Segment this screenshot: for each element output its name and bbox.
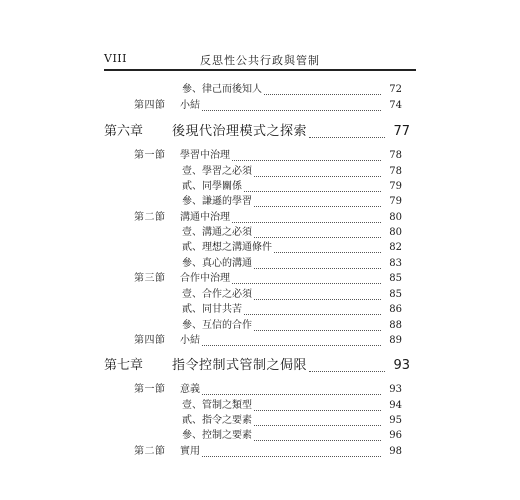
toc-row[interactable] [0,179,520,195]
entry-title: 貳、理想之溝通條件 [182,242,272,253]
entry-title: 參、控制之要素 [182,430,252,441]
dot-leader [254,256,381,269]
dot-leader [202,444,381,457]
dot-leader [254,318,381,331]
toc-row[interactable] [0,333,520,349]
section-number: 第四節 [134,335,166,346]
toc-row[interactable] [0,318,520,334]
toc-row[interactable] [0,271,520,287]
entry-title: 實用 [180,446,200,457]
dot-leader [202,98,381,111]
section-number: 第一節 [134,384,166,395]
dot-leader [254,428,381,441]
dot-leader [254,225,381,238]
dot-leader [244,179,381,192]
dot-leader [232,148,381,161]
dot-leader [254,164,381,177]
entry-title: 貳、同學關係 [182,181,242,192]
entry-title: 壹、溝通之必須 [182,227,252,238]
page-ref: 72 [389,84,402,95]
entry-title: 參、謙遜的學習 [182,196,252,207]
page-ref: 78 [389,166,402,177]
chapter-title: 指令控制式管制之侷限 [172,358,308,373]
section-number: 第二節 [134,446,166,457]
page-ref: 88 [389,320,402,331]
dot-leader [202,382,381,395]
entry-title: 貳、同甘共苦 [182,304,242,315]
entry-title: 參、律己而後知人 [182,84,262,95]
page-ref: 79 [389,181,402,192]
section-number: 第四節 [134,100,166,111]
dot-leader [232,271,381,284]
page-ref: 95 [389,415,402,426]
chapter-title: 後現代治理模式之探索 [172,124,308,139]
page-ref: 77 [393,124,410,139]
toc-row[interactable] [0,382,520,398]
header-rule [104,69,416,71]
toc-row[interactable] [0,82,520,98]
toc-row[interactable] [0,240,520,256]
entry-title: 意義 [180,384,200,395]
toc-row[interactable] [0,98,520,114]
dot-leader [254,194,381,207]
dot-leader [264,82,381,95]
page-number: VIII [104,52,127,65]
page-ref: 86 [389,304,402,315]
dot-leader [244,302,381,315]
dot-leader [309,122,385,138]
toc-row[interactable] [0,398,520,414]
entry-title: 壹、學習之必須 [182,166,252,177]
page-ref: 78 [389,150,402,161]
entry-title: 合作中治理 [180,273,230,284]
page-ref: 83 [389,258,402,269]
toc-row[interactable] [0,210,520,226]
toc-chapter-row[interactable] [0,356,520,376]
dot-leader [309,356,385,372]
page-ref: 96 [389,430,402,441]
toc-row[interactable] [0,194,520,210]
toc-chapter-row[interactable] [0,122,520,142]
entry-title: 學習中治理 [180,150,230,161]
page-ref: 93 [389,384,402,395]
entry-title: 貳、指令之要素 [182,415,252,426]
page-ref: 79 [389,196,402,207]
page-ref: 93 [393,358,410,373]
section-number: 第二節 [134,212,166,223]
toc-row[interactable] [0,225,520,241]
dot-leader [274,240,381,253]
chapter-number: 第六章 [104,124,144,139]
chapter-number: 第七章 [104,358,144,373]
page-ref: 98 [389,446,402,457]
page-ref: 85 [389,289,402,300]
page-ref: 85 [389,273,402,284]
entry-title: 壹、合作之必須 [182,289,252,300]
toc-row[interactable] [0,287,520,303]
section-number: 第一節 [134,150,166,161]
dot-leader [254,398,381,411]
entry-title: 小結 [180,335,200,346]
toc-row[interactable] [0,413,520,429]
page-ref: 80 [389,212,402,223]
page-ref: 80 [389,227,402,238]
toc-row[interactable] [0,302,520,318]
dot-leader [232,210,381,223]
toc-row[interactable] [0,256,520,272]
dot-leader [254,413,381,426]
toc-row[interactable] [0,164,520,180]
running-header [104,50,416,70]
page-ref: 94 [389,400,402,411]
page-ref: 89 [389,335,402,346]
entry-title: 小結 [180,100,200,111]
toc-row[interactable] [0,148,520,164]
toc-row[interactable] [0,444,520,460]
dot-leader [254,287,381,300]
section-number: 第三節 [134,273,166,284]
toc-row[interactable] [0,428,520,444]
page-ref: 74 [389,100,402,111]
book-title: 反思性公共行政與管制 [200,54,320,67]
entry-title: 溝通中治理 [180,212,230,223]
entry-title: 參、真心的溝通 [182,258,252,269]
dot-leader [202,333,381,346]
entry-title: 壹、管制之類型 [182,400,252,411]
page-ref: 82 [389,242,402,253]
entry-title: 參、互信的合作 [182,320,252,331]
